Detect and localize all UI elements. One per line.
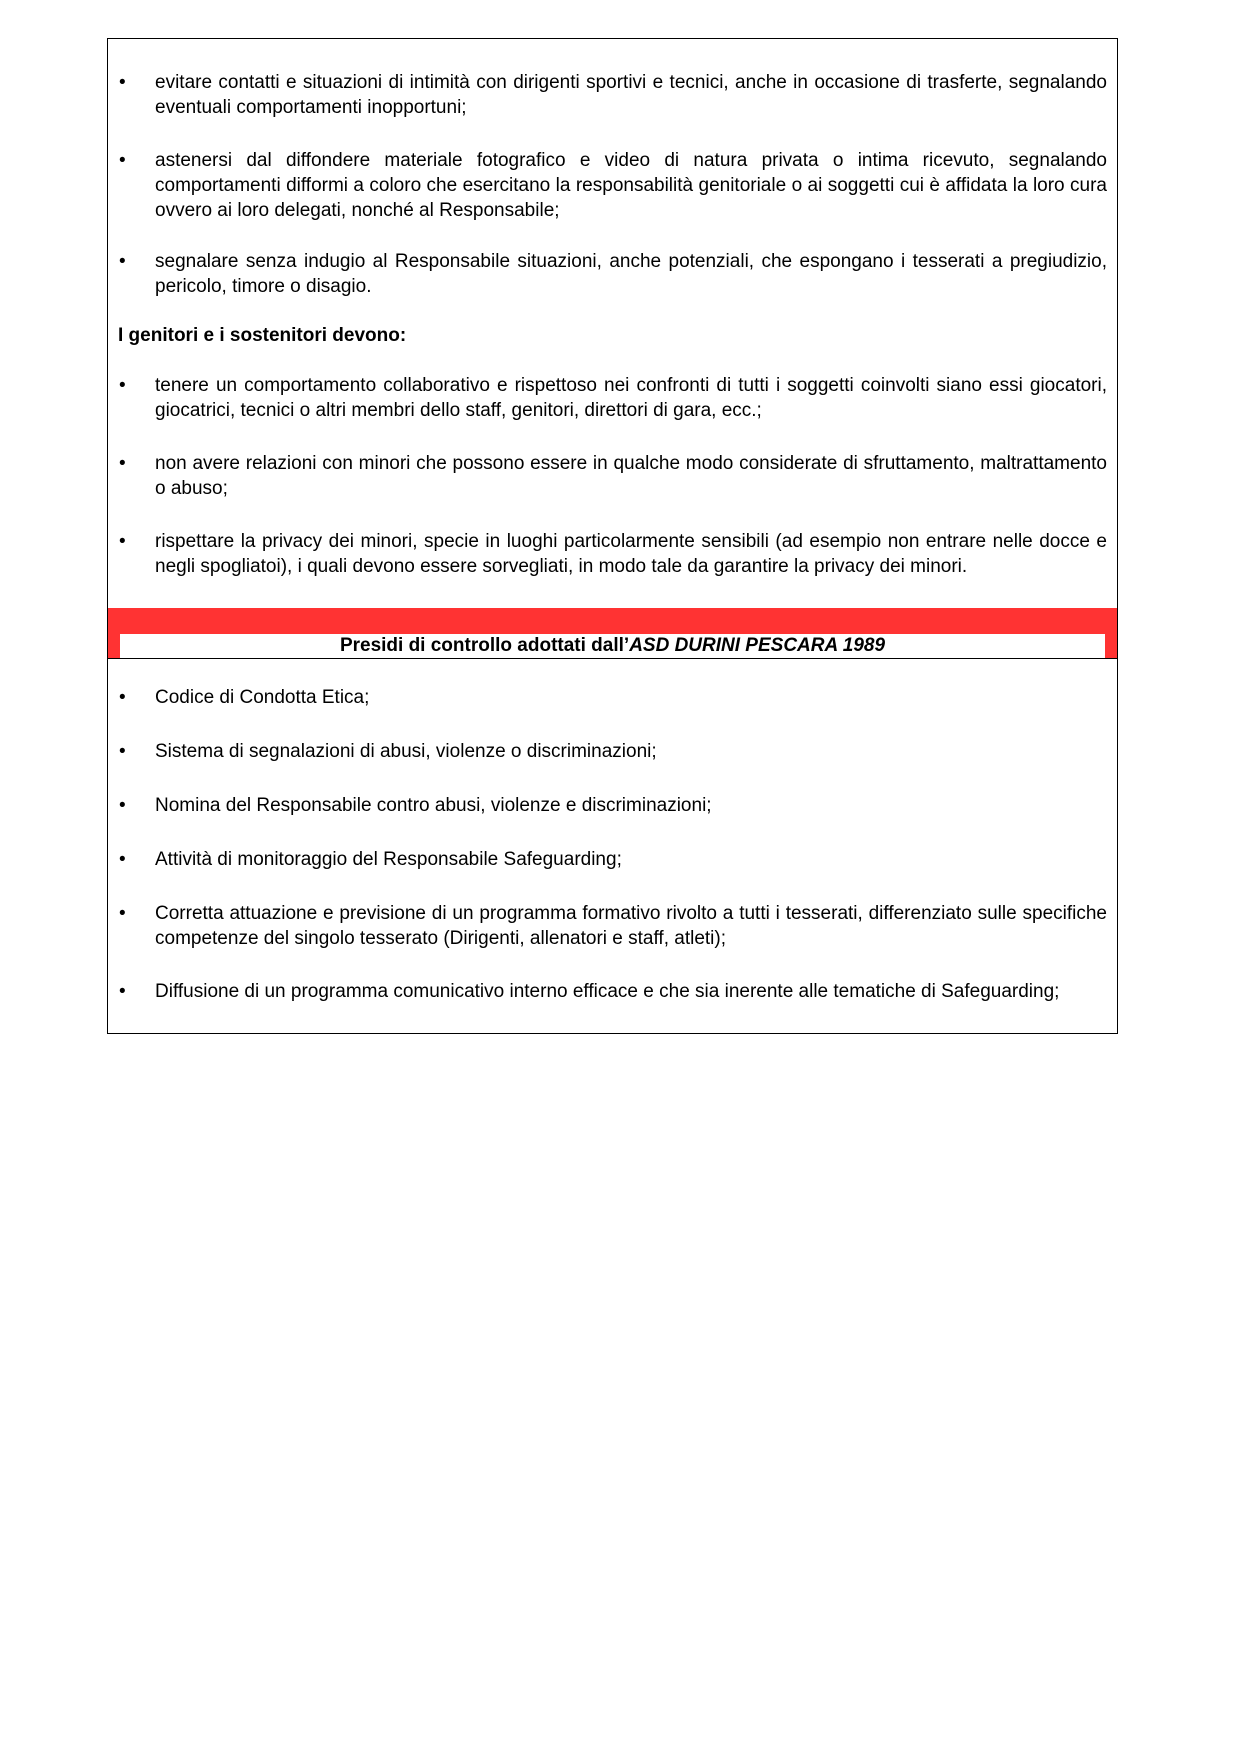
list-item-text: Corretta attuazione e previsione di un programma formativo rivolto a tutti i tesserati, differenziato sulle specifiche competenze del singolo tesserato (Dirigenti, allenatori e staff, atleti); bbox=[155, 903, 1107, 949]
list-item-text: Diffusione di un programma comunicativo interno efficace e che sia inerente alle tematiche di Safeguarding; bbox=[155, 981, 1060, 1002]
parents-heading: I genitori e i sostenitori devono: bbox=[118, 325, 407, 346]
section-title-club-name: ASD DURINI PESCARA 1989 bbox=[629, 635, 886, 656]
list-item bbox=[108, 530, 1117, 580]
bullet-icon: • bbox=[119, 150, 126, 171]
bottom-section-frame bbox=[107, 658, 1118, 1034]
bullet-icon: • bbox=[119, 687, 126, 708]
bullet-icon: • bbox=[119, 375, 126, 396]
list-item bbox=[108, 794, 1117, 819]
list-item-text: astenersi dal diffondere materiale fotografico e video di natura privata o intima ricevuto, segnalando comportamenti difformi a coloro che esercitano la responsabilità genitoriale o ai soggetti cui è affidata la loro cura ovvero ai loro delegati, nonché al Responsabile; bbox=[155, 150, 1107, 221]
list-item bbox=[108, 250, 1117, 300]
list-item-text: Sistema di segnalazioni di abusi, violenze o discriminazioni; bbox=[155, 741, 657, 762]
bullet-icon: • bbox=[119, 531, 126, 552]
list-item-text: Codice di Condotta Etica; bbox=[155, 687, 370, 708]
list-item-text: Nomina del Responsabile contro abusi, violenze e discriminazioni; bbox=[155, 795, 712, 816]
list-item bbox=[108, 374, 1117, 424]
list-item-text: segnalare senza indugio al Responsabile situazioni, anche potenziali, che espongano i tesserati a pregiudizio, pericolo, timore o disagio. bbox=[155, 251, 1107, 297]
bullet-icon: • bbox=[119, 849, 126, 870]
list-item bbox=[108, 980, 1117, 1005]
list-item bbox=[108, 686, 1117, 711]
bullet-icon: • bbox=[119, 251, 126, 272]
bullet-icon: • bbox=[119, 453, 126, 474]
section-header-band bbox=[107, 608, 1118, 658]
list-item bbox=[108, 902, 1117, 952]
list-item-text: tenere un comportamento collaborativo e rispettoso nei confronti di tutti i soggetti coinvolti siano essi giocatori, giocatrici, tecnici o altri membri dello staff, genitori, direttori di gara, ecc.; bbox=[155, 375, 1107, 421]
list-item bbox=[108, 848, 1117, 873]
list-item bbox=[108, 149, 1117, 223]
section-title-plain: Presidi di controllo adottati dall’ bbox=[339, 635, 630, 656]
bullet-icon: • bbox=[119, 903, 126, 924]
list-item-text: non avere relazioni con minori che possono essere in qualche modo considerate di sfruttamento, maltrattamento o abuso; bbox=[155, 453, 1107, 499]
list-item-text: evitare contatti e situazioni di intimità con dirigenti sportivi e tecnici, anche in occasione di trasferte, segnalando eventuali comportamenti inopportuni; bbox=[155, 72, 1107, 118]
bullet-icon: • bbox=[119, 981, 126, 1002]
list-item-text: rispettare la privacy dei minori, specie in luoghi particolarmente sensibili (ad esempio non entrare nelle docce e negli spogliatoi), i quali devono essere sorvegliati, in modo tale da garantire la privacy dei minori. bbox=[155, 531, 1107, 577]
bullet-icon: • bbox=[119, 741, 126, 762]
list-item bbox=[108, 452, 1117, 502]
section-title bbox=[120, 634, 1105, 658]
list-item bbox=[108, 740, 1117, 765]
bullet-icon: • bbox=[119, 795, 126, 816]
bullet-icon: • bbox=[119, 72, 126, 93]
list-item bbox=[108, 71, 1117, 121]
top-section-frame bbox=[107, 38, 1118, 608]
list-item-text: Attività di monitoraggio del Responsabile Safeguarding; bbox=[155, 849, 622, 870]
